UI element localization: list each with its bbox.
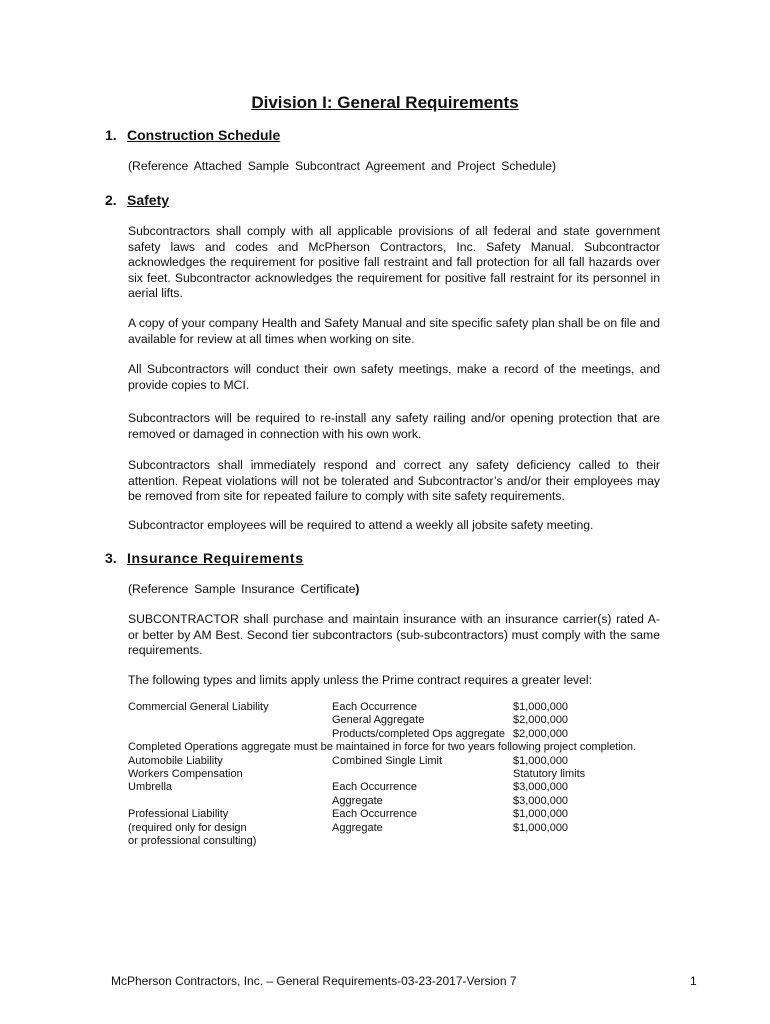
schedule-reference: (Reference Attached Sample Subcontract Agreement and Project Schedule) [128,159,557,173]
safety-paragraph: Subcontractors shall immediately respond and correct any safety deficiency called to their attention. Repeat violations will not be tolerated and Subcontractor’s and/or their employees may be removed from site for repeated failure to comply with site safety requirements. [128,458,660,504]
coverage-type: Automobile Liability [128,754,223,767]
table-row [128,795,668,808]
limit-type: Products/completed Ops aggregate [332,727,506,740]
table-row [128,822,668,835]
limit-amount: $2,000,000 [513,714,569,727]
insurance-reference-text: (Reference Sample Insurance Certificate [128,582,356,596]
limit-type [332,835,513,848]
limit-amount: $3,000,000 [513,794,569,807]
table-row [128,755,668,768]
section-title: Construction Schedule [127,127,281,143]
insurance-paragraph: SUBCONTRACTOR shall purchase and maintain insurance with an insurance carrier(s) rated A- or better by AM Best. Second tier subcontractors (sub-subcontractors) must comply with the same requirements. [128,612,660,658]
safety-paragraph: All Subcontractors will conduct their own safety meetings, make a record of the meetings, and provide copies to MCI. [128,362,660,392]
safety-paragraph: A copy of your company Health and Safety Manual and site specific safety plan shall be on file and available for review at all times when working on site. [128,316,660,346]
table-row [128,714,668,727]
coverage-type: or professional consulting) [128,835,257,848]
completed-operations-note: Completed Operations aggregate must be maintained in force for two years following project completion. [128,741,637,754]
limit-amount: $2,000,000 [513,727,569,740]
section-title: Safety [127,192,170,208]
page-title: Division I: General Requirements [251,93,519,112]
section-number: 2. [105,192,117,208]
table-row [128,768,668,781]
limit-amount: $1,000,000 [513,754,569,767]
coverage-type: Commercial General Liability [128,701,269,713]
coverage-type: (required only for design [128,821,247,834]
coverage-type: Professional Liability [128,808,229,821]
section-heading-insurance-requirements [105,550,304,566]
limit-amount: $3,000,000 [513,781,569,794]
section-title: Insurance Requirements [127,550,304,566]
safety-paragraph: Subcontractors shall comply with all applicable provisions of all federal and state government safety laws and codes and McPherson Contractors, Inc. Safety Manual. Subcontractor acknowledges the requirement for positive fall restraint and fall protection for all fall hazards over six feet. Subcontractor acknowledges the requirement for positive fall restraint for its personnel in aerial lifts. [128,224,660,301]
coverage-type [128,728,332,741]
insurance-reference-close: ) [355,582,360,596]
table-row [128,808,668,821]
coverage-type [128,714,332,727]
insurance-paragraph: The following types and limits apply unless the Prime contract requires a greater level: [128,673,593,687]
safety-paragraph: Subcontractors will be required to re-install any safety railing and/or opening protection that are removed or damaged in connection with his own work. [128,411,660,441]
limit-amount: $1,000,000 [513,701,569,713]
section-heading-construction-schedule [105,127,280,143]
page-number: 1 [690,974,697,988]
safety-paragraph: Subcontractor employees will be required to attend a weekly all jobsite safety meeting. [128,518,594,532]
table-row [128,728,668,741]
limit-amount: Statutory limits [513,768,586,781]
limit-type: General Aggregate [332,714,425,727]
coverage-type: Workers Compensation [128,768,243,781]
table-row [128,835,668,848]
insurance-limits-table [128,701,668,848]
table-row [128,781,668,794]
limit-type: Each Occurrence [332,808,417,821]
section-heading-safety [105,192,169,208]
limit-type: Combined Single Limit [332,754,443,767]
limit-type: Aggregate [332,821,383,834]
insurance-reference [128,582,660,598]
table-row [128,701,668,714]
coverage-type: Umbrella [128,781,173,794]
limit-amount: $1,000,000 [513,821,569,834]
limit-type: Each Occurrence [332,781,417,794]
limit-amount [513,835,663,848]
section-number: 1. [105,127,117,143]
section-number: 3. [105,550,117,566]
page-footer: McPherson Contractors, Inc. – General Requirements-03-23-2017-Version 7 [111,974,517,988]
limit-type [332,768,513,781]
coverage-type [128,795,332,808]
limit-type: Each Occurrence [332,701,417,713]
limit-type: Aggregate [332,794,383,807]
limit-amount: $1,000,000 [513,808,569,821]
